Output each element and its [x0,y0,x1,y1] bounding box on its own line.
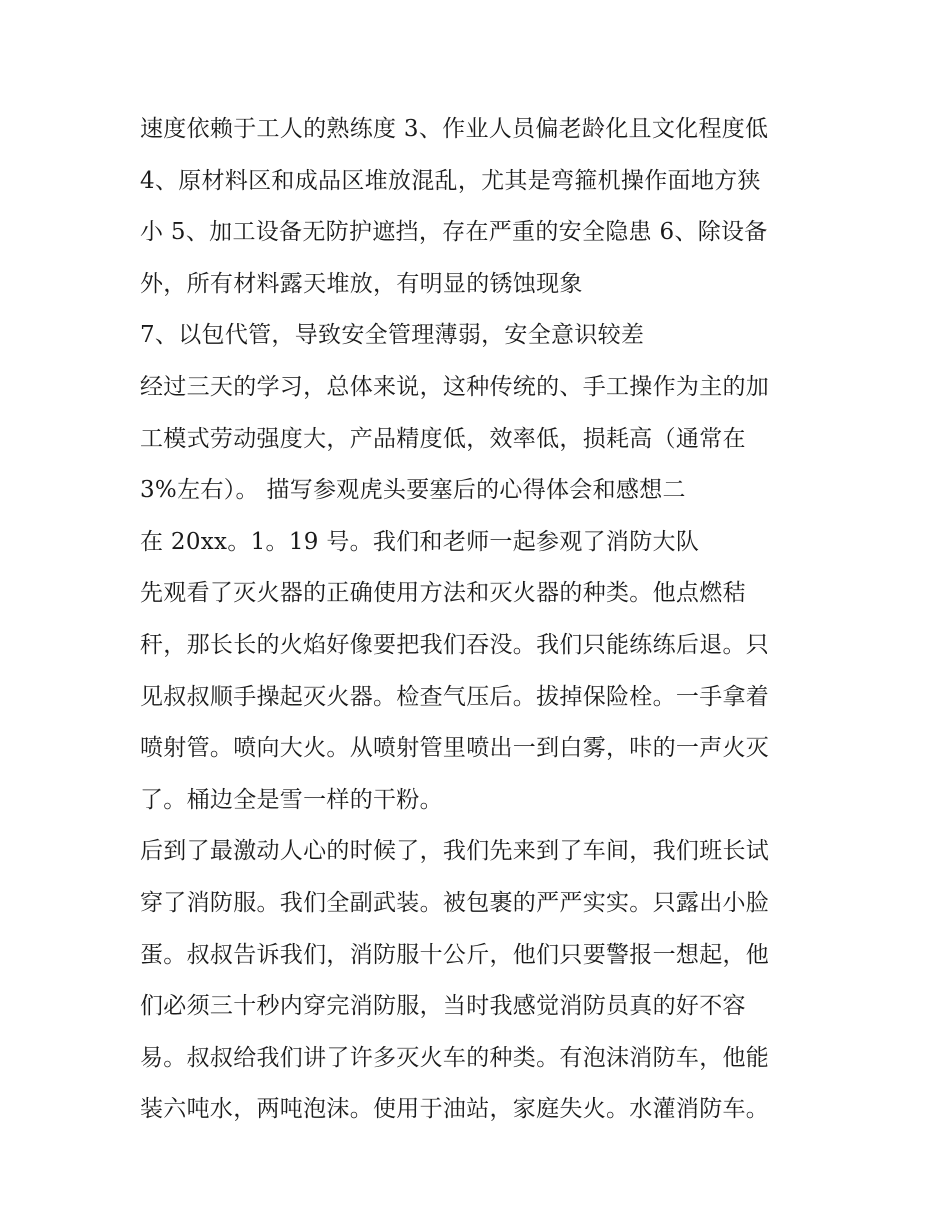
text-line-1: 速度依赖于工人的熟练度 3、作业人员偏老龄化且文化程度低 [140,116,769,142]
text-line-16: 穿了消防服。我们全副武装。被包裹的严严实实。只露出小脸 [140,889,770,916]
text-line-4: 外，所有材料露天堆放，有明显的锈蚀现象 [140,270,583,297]
text-line-3: 小 5、加工设备无防护遮挡，存在严重的安全隐患 6、除设备 [140,219,768,246]
text-line-20: 装六吨水，两吨泡沫。使用于油站，家庭失火。水灌消防车。 [140,1096,770,1123]
text-line-9: 在 20xx。1。19 号。我们和老师一起参观了消防大队 [140,528,700,555]
text-line-8: 3%左右）。 描写参观虎头要塞后的心得体会和感想二 [140,477,686,504]
text-line-11: 秆，那长长的火焰好像要把我们吞没。我们只能练练后退。只 [140,631,770,658]
text-line-19: 易。叔叔给我们讲了许多灭火车的种类。有泡沫消防车，他能 [140,1044,770,1071]
text-line-15: 后到了最激动人心的时候了，我们先来到了车间，我们班长试 [140,838,770,865]
text-line-17: 蛋。叔叔告诉我们，消防服十公斤，他们只要警报一想起，他 [140,941,770,968]
text-line-18: 们必须三十秒内穿完消防服，当时我感觉消防员真的好不容 [140,993,746,1020]
document-body [140,104,820,1136]
text-line-10: 先观看了灭火器的正确使用方法和灭火器的种类。他点燃秸 [140,580,746,607]
text-line-13: 喷射管。喷向大火。从喷射管里喷出一到白雾，咔的一声火灭 [140,735,770,762]
text-line-12: 见叔叔顺手操起灭火器。检查气压后。拔掉保险栓。一手拿着 [140,683,770,710]
text-line-7: 工模式劳动强度大，产品精度低，效率低，损耗高（通常在 [140,425,746,452]
text-line-5: 7、以包代管，导致安全管理薄弱，安全意识较差 [140,322,645,349]
text-line-6: 经过三天的学习，总体来说，这种传统的、手工操作为主的加 [140,373,770,400]
text-line-14: 了。桶边全是雪一样的干粉。 [140,786,443,813]
text-line-2: 4、原材料区和成品区堆放混乱，尤其是弯箍机操作面地方狭 [140,167,761,194]
